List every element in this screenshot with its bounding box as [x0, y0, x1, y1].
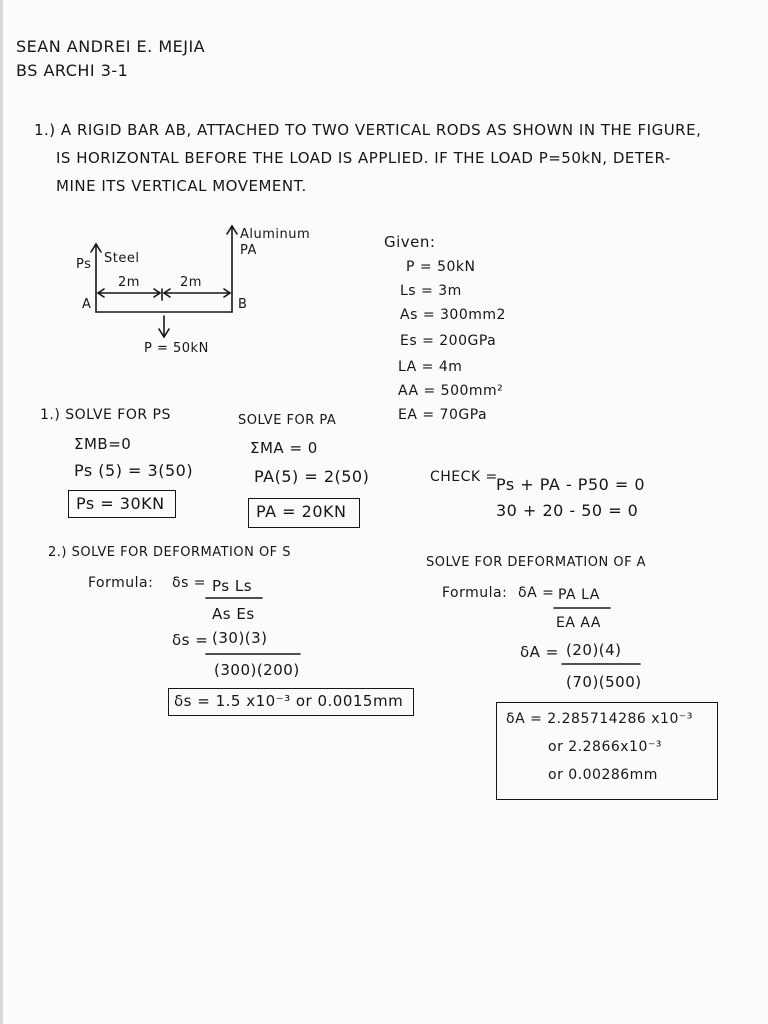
- step2b-result-line-1: δA = 2.285714286 x10⁻³: [506, 711, 693, 727]
- step1b-moment-eq: ΣMA = 0: [250, 439, 318, 457]
- step2b-formula-label: Formula:: [442, 585, 508, 601]
- check-label: CHECK =: [430, 469, 498, 485]
- step2-sub-lhs: δs =: [172, 631, 209, 649]
- problem-line-1: 1.) A RIGID BAR AB, ATTACHED TO TWO VERTICAL RODS AS SHOWN IN THE FIGURE,: [34, 121, 702, 139]
- given-item: LA = 4m: [398, 359, 463, 375]
- step2-formula-label: Formula:: [88, 575, 154, 591]
- step2b-sub-denominator: (70)(500): [566, 673, 642, 691]
- step1-moment-eq: ΣMB=0: [74, 435, 132, 453]
- step2b-sub-lhs: δA =: [520, 643, 559, 661]
- step2b-formula-numerator: PA LA: [558, 587, 600, 603]
- given-item: Es = 200GPa: [400, 333, 497, 349]
- step2-formula-numerator: Ps Ls: [212, 577, 253, 595]
- point-b-label: B: [238, 297, 248, 312]
- student-name: SEAN ANDREI E. MEJIA: [16, 37, 206, 56]
- dimension-right-label: 2m: [180, 275, 202, 290]
- problem-line-3: MINE ITS VERTICAL MOVEMENT.: [56, 177, 307, 195]
- step2b-formula-denominator: EA AA: [556, 615, 601, 631]
- step2-result: δs = 1.5 x10⁻³ or 0.0015mm: [174, 692, 404, 710]
- step2-formula-lhs: δs =: [172, 575, 207, 591]
- step1b-result: PA = 20KN: [256, 502, 347, 521]
- step2-heading: 2.) SOLVE FOR DEFORMATION OF S: [48, 545, 292, 560]
- step2b-result-line-2: or 2.2866x10⁻³: [548, 739, 662, 755]
- given-heading: Given:: [384, 233, 436, 251]
- check-values: 30 + 20 - 50 = 0: [496, 501, 639, 520]
- steel-label: Steel: [104, 251, 140, 266]
- step1-heading: 1.) SOLVE FOR PS: [40, 407, 171, 423]
- step1b-heading: SOLVE FOR PA: [238, 413, 337, 428]
- aluminum-label: Aluminum: [240, 227, 311, 242]
- step1-substitution: Ps (5) = 3(50): [74, 461, 194, 480]
- given-item: As = 300mm2: [400, 307, 506, 323]
- step2b-sub-numerator: (20)(4): [566, 641, 622, 659]
- step1b-substitution: PA(5) = 2(50): [254, 467, 370, 486]
- given-item: P = 50kN: [406, 259, 476, 275]
- step2-formula-denominator: As Es: [212, 605, 255, 623]
- dimension-left-label: 2m: [118, 275, 140, 290]
- step2-sub-numerator: (30)(3): [212, 629, 268, 647]
- step2-sub-denominator: (300)(200): [214, 661, 300, 679]
- step2b-formula-lhs: δA =: [518, 585, 555, 601]
- point-a-label: A: [82, 297, 92, 312]
- problem-line-2: IS HORIZONTAL BEFORE THE LOAD IS APPLIED. IF THE LOAD P=50kN, DETER-: [56, 149, 671, 167]
- step2b-result-line-3: or 0.00286mm: [548, 767, 658, 783]
- load-label: P = 50kN: [144, 341, 209, 356]
- step1-result: Ps = 30KN: [76, 494, 165, 513]
- ps-label: Ps: [76, 257, 92, 272]
- given-item: Ls = 3m: [400, 283, 462, 299]
- step2b-heading: SOLVE FOR DEFORMATION OF A: [426, 555, 647, 570]
- student-section: BS ARCHI 3-1: [16, 61, 129, 80]
- pa-label: PA: [240, 243, 257, 258]
- given-item: AA = 500mm²: [398, 383, 504, 399]
- given-item: EA = 70GPa: [398, 407, 488, 423]
- check-equation: Ps + PA - P50 = 0: [496, 475, 646, 494]
